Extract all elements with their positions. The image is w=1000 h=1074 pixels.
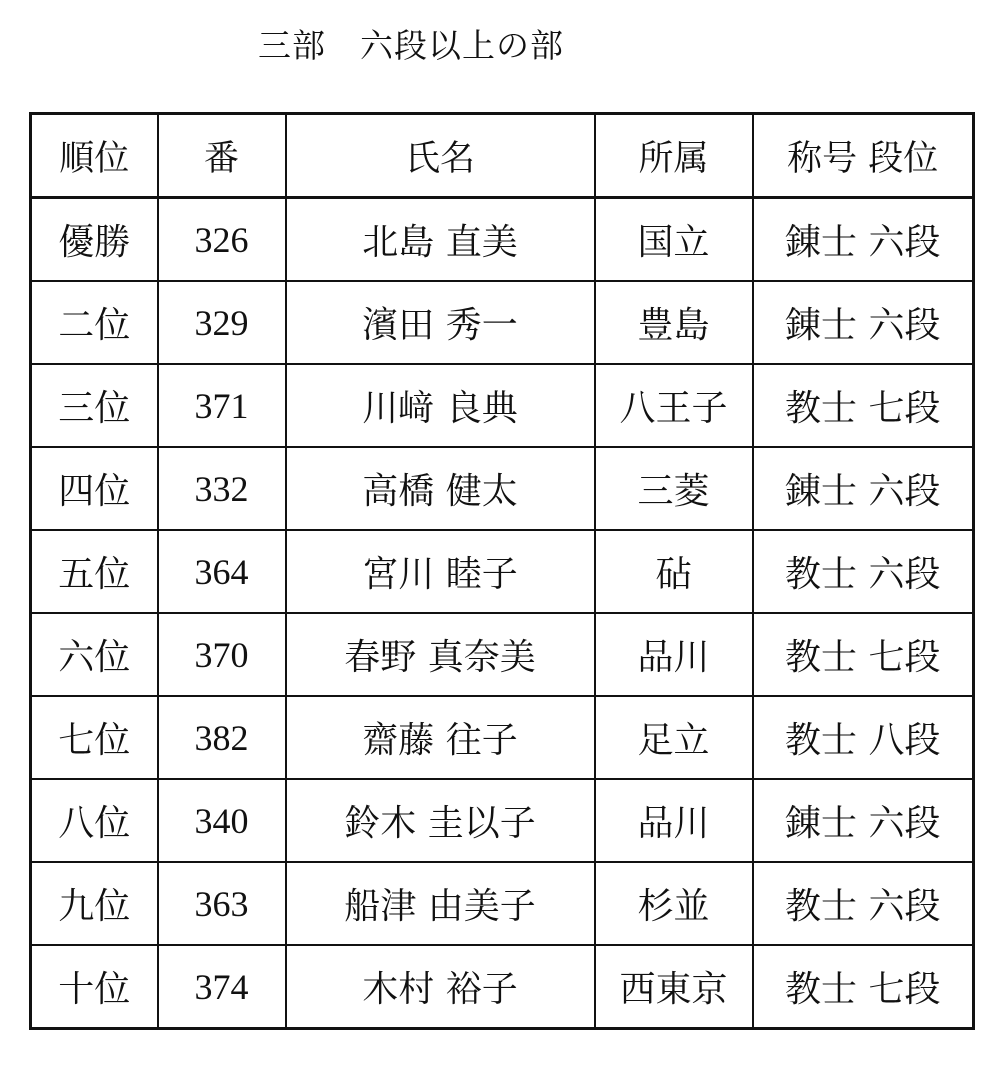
table-row: [31, 530, 974, 613]
title-dan-cell: 錬士 六段: [753, 779, 974, 862]
header-title-dan: 称号 段位: [753, 114, 974, 198]
rank-cell: 二位: [31, 281, 158, 364]
rank-cell: 八位: [31, 779, 158, 862]
affiliation-cell: 三菱: [595, 447, 753, 530]
page-title: 三部 六段以上の部: [258, 26, 564, 65]
name-cell: 木村 裕子: [286, 945, 595, 1029]
affiliation-cell: 品川: [595, 779, 753, 862]
rank-cell: 四位: [31, 447, 158, 530]
header-name: 氏名: [286, 114, 595, 198]
number-cell: 340: [158, 779, 286, 862]
table-row: [31, 696, 974, 779]
number-cell: 363: [158, 862, 286, 945]
title-dan-cell: 教士 六段: [753, 862, 974, 945]
title-dan-cell: 錬士 六段: [753, 447, 974, 530]
name-cell: 春野 真奈美: [286, 613, 595, 696]
affiliation-cell: 八王子: [595, 364, 753, 447]
affiliation-cell: 砧: [595, 530, 753, 613]
number-cell: 374: [158, 945, 286, 1029]
name-cell: 川﨑 良典: [286, 364, 595, 447]
title-dan-cell: 教士 七段: [753, 613, 974, 696]
name-cell: 齋藤 往子: [286, 696, 595, 779]
title-dan-cell: 錬士 六段: [753, 281, 974, 364]
number-cell: 326: [158, 198, 286, 282]
table-row: [31, 945, 974, 1029]
number-cell: 370: [158, 613, 286, 696]
affiliation-cell: 足立: [595, 696, 753, 779]
title-dan-cell: 教士 六段: [753, 530, 974, 613]
results-table: [29, 112, 975, 1030]
number-cell: 332: [158, 447, 286, 530]
title-dan-cell: 錬士 六段: [753, 198, 974, 282]
affiliation-cell: 国立: [595, 198, 753, 282]
rank-cell: 優勝: [31, 198, 158, 282]
rank-cell: 五位: [31, 530, 158, 613]
number-cell: 371: [158, 364, 286, 447]
number-cell: 382: [158, 696, 286, 779]
rank-cell: 六位: [31, 613, 158, 696]
header-row: [31, 114, 974, 198]
header-number: 番: [158, 114, 286, 198]
title-dan-cell: 教士 七段: [753, 945, 974, 1029]
table-row: [31, 613, 974, 696]
affiliation-cell: 杉並: [595, 862, 753, 945]
table-row: [31, 862, 974, 945]
table-row: [31, 779, 974, 862]
rank-cell: 三位: [31, 364, 158, 447]
name-cell: 濱田 秀一: [286, 281, 595, 364]
name-cell: 高橋 健太: [286, 447, 595, 530]
number-cell: 329: [158, 281, 286, 364]
table-row: [31, 364, 974, 447]
name-cell: 鈴木 圭以子: [286, 779, 595, 862]
rank-cell: 七位: [31, 696, 158, 779]
affiliation-cell: 品川: [595, 613, 753, 696]
name-cell: 船津 由美子: [286, 862, 595, 945]
affiliation-cell: 豊島: [595, 281, 753, 364]
rank-cell: 九位: [31, 862, 158, 945]
rank-cell: 十位: [31, 945, 158, 1029]
affiliation-cell: 西東京: [595, 945, 753, 1029]
title-dan-cell: 教士 七段: [753, 364, 974, 447]
table-row: [31, 281, 974, 364]
header-affiliation: 所属: [595, 114, 753, 198]
table-row: [31, 198, 974, 282]
name-cell: 宮川 睦子: [286, 530, 595, 613]
name-cell: 北島 直美: [286, 198, 595, 282]
number-cell: 364: [158, 530, 286, 613]
header-rank: 順位: [31, 114, 158, 198]
table-row: [31, 447, 974, 530]
title-dan-cell: 教士 八段: [753, 696, 974, 779]
